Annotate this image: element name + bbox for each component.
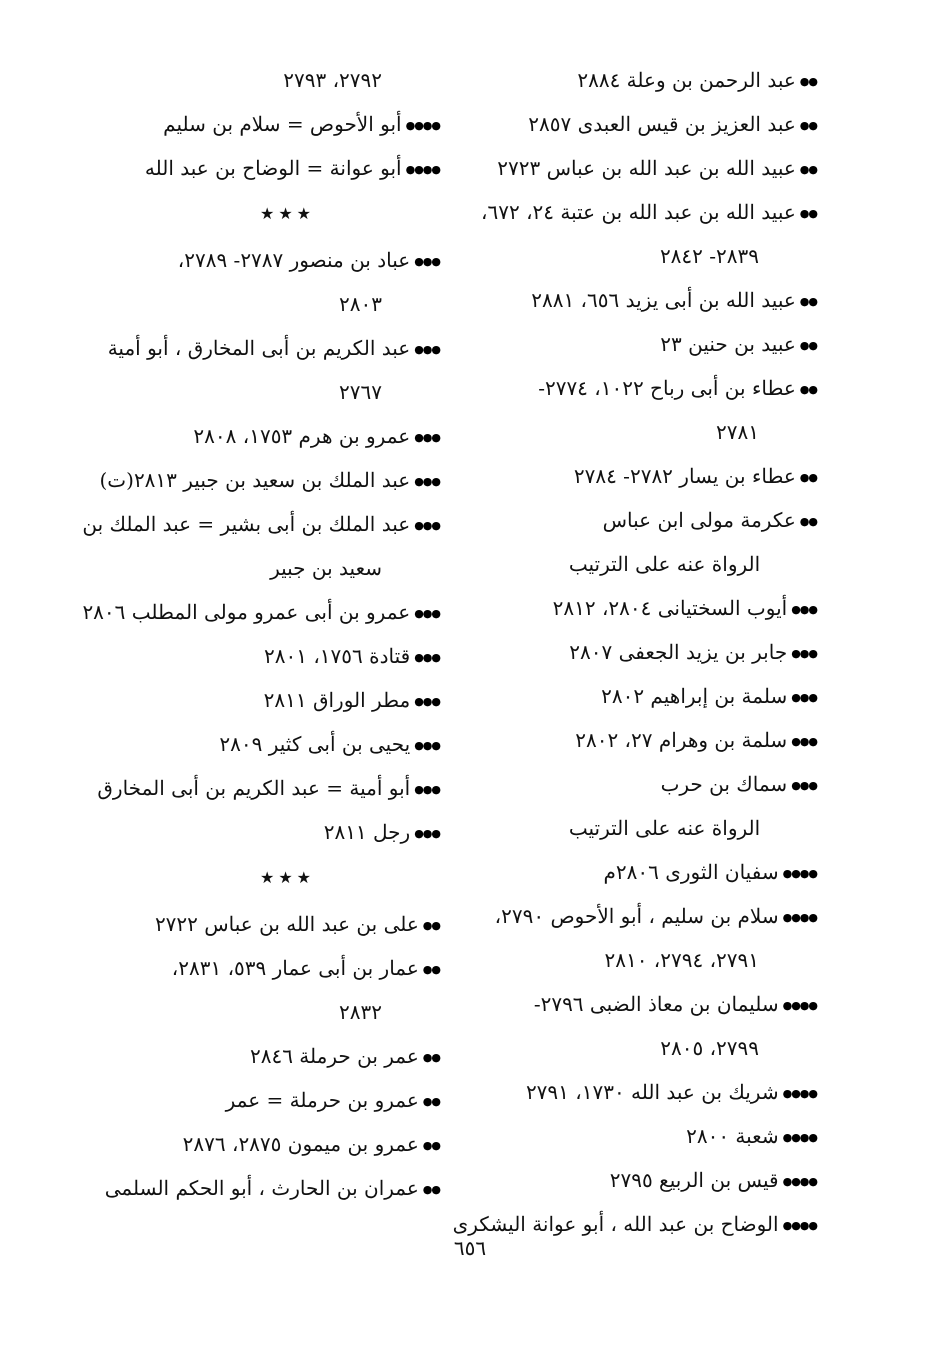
entry-text: الوضاح بن عبد الله ، أبو عوانة اليشكرى	[452, 1212, 779, 1236]
entry-line	[95, 58, 440, 102]
entry-text: عطاء بن يسار ٢٧٨٢- ٢٧٨٤	[573, 464, 796, 488]
index-entry	[95, 1122, 440, 1166]
index-entry	[95, 902, 440, 946]
entry-line	[95, 238, 440, 282]
index-entry	[472, 718, 817, 762]
entry-text: عمران بن الحارث ، أبو الحكم السلمى	[104, 1176, 419, 1200]
index-entry	[472, 146, 817, 190]
bullet-dots-icon: ●●●	[791, 646, 817, 660]
page-number: ٦٥٦	[453, 1236, 487, 1260]
index-entry	[95, 678, 440, 722]
index-entry	[472, 102, 817, 146]
entry-line	[95, 990, 440, 1034]
entry-line	[95, 146, 440, 190]
entry-text: ٢٧٩٩، ٢٨٠٥	[660, 1036, 759, 1060]
bullet-dots-icon: ●●	[799, 382, 817, 396]
index-entry	[95, 238, 440, 326]
entry-text: على بن عبد الله بن عباس ٢٧٢٢	[154, 912, 419, 936]
bullet-dots-icon: ●●	[799, 470, 817, 484]
index-entry	[95, 634, 440, 678]
entry-line	[472, 718, 817, 762]
entry-line	[472, 102, 817, 146]
entry-line	[95, 766, 440, 810]
entry-text: عبد الكريم بن أبى المخارق ، أبو أمية	[107, 336, 411, 360]
index-entry	[95, 766, 440, 810]
bullet-dots-icon: ●●●	[414, 430, 440, 444]
index-entry	[472, 586, 817, 630]
left-column	[82, 58, 440, 1210]
section-separator-stars: ★★★	[259, 204, 316, 223]
entry-text: سليمان بن معاذ الضبى ٢٧٩٦-	[533, 992, 779, 1016]
index-entry	[82, 590, 440, 634]
entry-text: رجل ٢٨١١	[323, 820, 411, 844]
entry-line	[472, 938, 817, 982]
bullet-dots-icon: ●●●●	[782, 1086, 817, 1100]
entry-text: سلمة بن وهرام ٢٧، ٢٨٠٢	[575, 728, 788, 752]
bullet-dots-icon: ●●●●	[782, 1174, 817, 1188]
bullet-dots-icon: ●●	[799, 514, 817, 528]
entry-text: عبيد الله بن عبد الله بن عتبة ٢٤، ٦٧٢،	[481, 200, 796, 224]
entry-line	[95, 1034, 440, 1078]
index-entry	[472, 366, 817, 454]
bullet-dots-icon: ●●●	[791, 602, 817, 616]
index-entry	[82, 502, 440, 590]
entry-line	[95, 326, 440, 370]
index-entry	[472, 674, 817, 718]
entry-line	[95, 902, 440, 946]
entry-text: عمرو بن حرملة = عمر	[225, 1088, 419, 1112]
entry-text: ٢٧٦٧	[339, 380, 382, 404]
entry-text: ٢٧٩٢، ٢٧٩٣	[283, 68, 382, 92]
bullet-dots-icon: ●●	[799, 74, 817, 88]
entry-line	[472, 674, 817, 718]
index-entry	[472, 1070, 817, 1114]
entry-text: عبد الرحمن بن وعلة ٢٨٨٤	[577, 68, 796, 92]
bullet-dots-icon: ●●●	[414, 650, 440, 664]
bullet-dots-icon: ●●●●	[782, 910, 817, 924]
entry-line	[472, 498, 817, 542]
entry-text: عبيد بن حنين ٢٣	[660, 332, 796, 356]
entry-text: أيوب السختيانى ٢٨٠٤، ٢٨١٢	[552, 596, 788, 620]
entry-text: ٢٨٣٢	[339, 1000, 382, 1024]
entry-text: شعبة ٢٨٠٠	[686, 1124, 779, 1148]
entry-line	[472, 322, 817, 366]
entry-text: سماك بن حرب	[660, 772, 788, 796]
index-entry	[472, 498, 817, 542]
bullet-dots-icon: ●●	[422, 1182, 440, 1196]
entry-line	[82, 590, 440, 634]
entry-text: عمرو بن أبى عمرو مولى المطلب ٢٨٠٦	[82, 600, 411, 624]
entry-line	[472, 894, 817, 938]
entry-line	[95, 810, 440, 854]
index-entry	[95, 1166, 440, 1210]
bullet-dots-icon: ●●●	[414, 738, 440, 752]
bullet-dots-icon: ●●●	[414, 342, 440, 356]
entry-line	[472, 1158, 817, 1202]
entry-line	[472, 630, 817, 674]
bullet-dots-icon: ●●	[422, 918, 440, 932]
index-entry	[95, 946, 440, 1034]
entry-line	[95, 678, 440, 722]
entry-text: عبيد الله بن أبى يزيد ٦٥٦، ٢٨٨١	[531, 288, 796, 312]
entry-line	[95, 458, 440, 502]
bullet-dots-icon: ●●●●	[782, 998, 817, 1012]
entry-text: شريك بن عبد الله ١٧٣٠، ٢٧٩١	[525, 1080, 779, 1104]
bullet-dots-icon: ●●●●	[782, 1218, 817, 1232]
entry-text: سعيد بن جبير	[270, 556, 382, 580]
entry-text: سلام بن سليم ، أبو الأحوص ٢٧٩٠،	[494, 904, 779, 928]
bullet-dots-icon: ●●	[422, 1094, 440, 1108]
index-entry	[95, 722, 440, 766]
entry-line	[472, 146, 817, 190]
entry-line	[472, 234, 817, 278]
entry-text: عبد الملك بن سعيد بن جبير ٢٨١٣(ت)	[99, 468, 411, 492]
index-entry	[472, 190, 817, 278]
entry-text: أبو أمية = عبد الكريم بن أبى المخارق	[97, 776, 411, 800]
bullet-dots-icon: ●●●●	[405, 162, 440, 176]
entry-line	[95, 1078, 440, 1122]
entry-text: ٢٧٨١	[716, 420, 759, 444]
bullet-dots-icon: ●●●	[414, 254, 440, 268]
entry-text: عبيد الله بن عبد الله بن عباس ٢٧٢٣	[497, 156, 796, 180]
entry-continuation	[95, 58, 440, 102]
entry-text: ٢٨٣٩- ٢٨٤٢	[659, 244, 759, 268]
index-entry	[472, 58, 817, 102]
index-entry	[95, 1034, 440, 1078]
index-entry	[95, 458, 440, 502]
index-entry	[472, 894, 817, 982]
entry-line	[95, 282, 440, 326]
index-entry	[95, 414, 440, 458]
index-entry	[472, 762, 817, 806]
bullet-dots-icon: ●●	[422, 1138, 440, 1152]
entry-text: ٢٨٠٣	[339, 292, 382, 316]
entry-text: عبد العزيز بن قيس العبدى ٢٨٥٧	[528, 112, 796, 136]
entry-line	[472, 410, 817, 454]
bullet-dots-icon: ●●	[422, 1050, 440, 1064]
entry-text: عطاء بن أبى رباح ١٠٢٢، ٢٧٧٤-	[538, 376, 796, 400]
index-entry	[95, 810, 440, 854]
bullet-dots-icon: ●●	[799, 338, 817, 352]
entry-line	[95, 1122, 440, 1166]
entry-line	[472, 190, 817, 234]
section-subheading: الرواة عنه على الترتيب	[568, 816, 761, 840]
entry-text: عمرو بن ميمون ٢٨٧٥، ٢٨٧٦	[182, 1132, 419, 1156]
right-column	[452, 58, 817, 1246]
entry-text: مطر الوراق ٢٨١١	[263, 688, 411, 712]
entry-line	[95, 946, 440, 990]
entry-line	[472, 1114, 817, 1158]
entry-line	[95, 634, 440, 678]
bullet-dots-icon: ●●●●	[405, 118, 440, 132]
entry-line	[472, 982, 817, 1026]
entry-text: يحيى بن أبى كثير ٢٨٠٩	[219, 732, 411, 756]
bullet-dots-icon: ●●●	[791, 734, 817, 748]
entry-line	[472, 850, 817, 894]
index-entry	[95, 1078, 440, 1122]
entry-text: أبو عوانة = الوضاح بن عبد الله	[144, 156, 402, 180]
entry-text: سلمة بن إبراهيم ٢٨٠٢	[601, 684, 788, 708]
entry-line	[472, 1070, 817, 1114]
index-entry	[472, 278, 817, 322]
entry-line	[82, 502, 440, 546]
entry-text: عكرمة مولى ابن عباس	[602, 508, 796, 532]
section-separator-stars: ★★★	[259, 868, 316, 887]
bullet-dots-icon: ●●●●	[782, 1130, 817, 1144]
bullet-dots-icon: ●●●	[414, 518, 440, 532]
entry-line	[95, 414, 440, 458]
entry-line	[472, 762, 817, 806]
entry-text: قيس بن الربيع ٢٧٩٥	[609, 1168, 779, 1192]
entry-text: عباد بن منصور ٢٧٨٧- ٢٧٨٩،	[177, 248, 411, 272]
index-entry	[472, 630, 817, 674]
entry-text: عمار بن أبى عمار ٥٣٩، ٢٨٣١،	[171, 956, 419, 980]
entry-text: عمرو بن هرم ١٧٥٣، ٢٨٠٨	[193, 424, 411, 448]
index-entry	[472, 982, 817, 1070]
entry-text: جابر بن يزيد الجعفى ٢٨٠٧	[569, 640, 788, 664]
index-entry	[472, 1114, 817, 1158]
entry-line	[95, 1166, 440, 1210]
bullet-dots-icon: ●●	[799, 294, 817, 308]
index-entry	[472, 454, 817, 498]
entry-line	[472, 1026, 817, 1070]
bullet-dots-icon: ●●●●	[782, 866, 817, 880]
entry-line	[472, 586, 817, 630]
entry-text: أبو الأحوص = سلام بن سليم	[163, 112, 402, 136]
bullet-dots-icon: ●●	[799, 162, 817, 176]
entry-line	[472, 454, 817, 498]
entry-line	[95, 370, 440, 414]
entry-text: عمر بن حرملة ٢٨٤٦	[249, 1044, 419, 1068]
bullet-dots-icon: ●●	[799, 206, 817, 220]
index-entry	[95, 326, 440, 414]
bullet-dots-icon: ●●●	[414, 474, 440, 488]
entry-line	[95, 722, 440, 766]
section-subheading: الرواة عنه على الترتيب	[568, 552, 761, 576]
entry-line	[95, 102, 440, 146]
entry-text: ٢٧٩١، ٢٧٩٤، ٢٨١٠	[604, 948, 759, 972]
bullet-dots-icon: ●●	[799, 118, 817, 132]
entry-line	[472, 278, 817, 322]
bullet-dots-icon: ●●●	[414, 782, 440, 796]
bullet-dots-icon: ●●●	[791, 778, 817, 792]
bullet-dots-icon: ●●●	[414, 606, 440, 620]
entry-line	[472, 366, 817, 410]
bullet-dots-icon: ●●●	[414, 694, 440, 708]
entry-line	[95, 546, 440, 590]
entry-text: عبد الملك بن أبى بشير = عبد الملك بن	[82, 512, 411, 536]
bullet-dots-icon: ●●	[422, 962, 440, 976]
index-entry	[95, 102, 440, 146]
bullet-dots-icon: ●●●	[414, 826, 440, 840]
bullet-dots-icon: ●●●	[791, 690, 817, 704]
entry-text: قتادة ١٧٥٦، ٢٨٠١	[264, 644, 411, 668]
index-entry	[472, 322, 817, 366]
index-entry	[472, 850, 817, 894]
entry-text: سفيان الثورى ٢٨٠٦م	[603, 860, 779, 884]
entry-line	[472, 58, 817, 102]
index-entry	[472, 1158, 817, 1202]
index-entry	[95, 146, 440, 190]
